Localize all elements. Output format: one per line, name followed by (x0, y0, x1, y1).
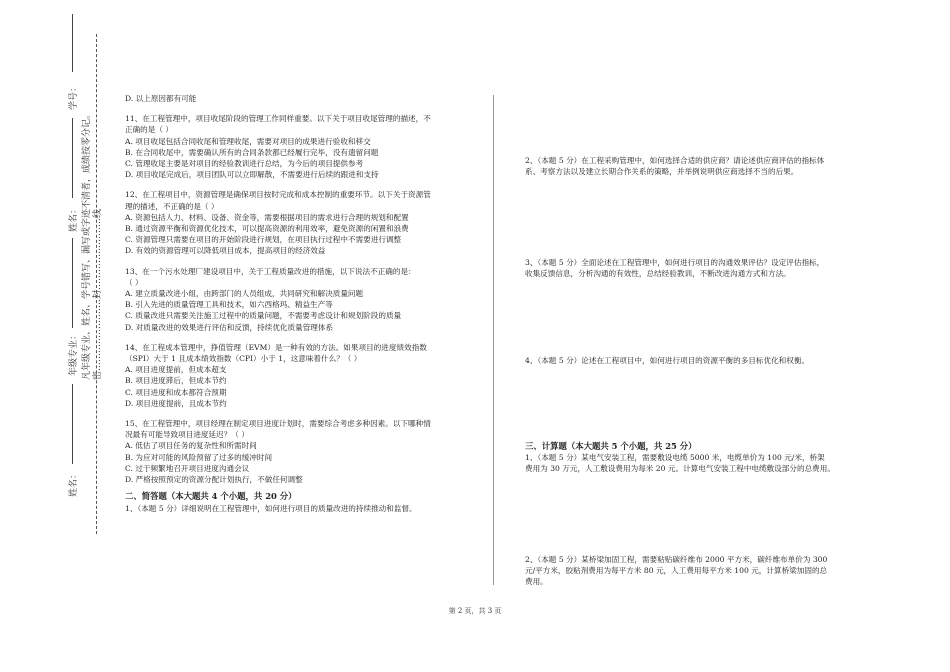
question-14 (125, 342, 485, 409)
q13-option-c: C. 质量改进只需要关注施工过程中的质量问题，不需要考虑设计和规划阶段的质量 (125, 311, 402, 321)
q12-option-a: A. 资源包括人力、材料、设备、资金等，需要根据项目的需求进行合理的规划和配置 (125, 212, 409, 222)
q13-option-b: B. 引入先进的质量管理工具和技术，如六西格玛、精益生产等 (125, 300, 333, 310)
question-12 (125, 189, 485, 256)
left-column (125, 93, 485, 514)
right-column (525, 0, 895, 600)
q14-stem-2: （SPI）大于 1 且成本绩效指数（CPI）小于 1，这意味着什么？（ ） (125, 354, 362, 364)
question-15 (125, 418, 485, 485)
q15-stem: 15、在工程管理中，项目经理在制定项目进度计划时，需要综合考虑多种因素。以下哪种情 (125, 419, 431, 429)
q12-stem: 12、在工程项目中，资源管理是确保项目按时完成和成本控制的重要环节。以下关于资源管 (125, 190, 431, 200)
seal-line-label: 密……………………封……………………线 (93, 208, 103, 380)
q14-option-a: A. 项目进度提前，但成本超支 (125, 365, 227, 375)
q13-option-d: D. 对质量改进的效果进行评估和反馈，持续优化质量管理体系 (125, 322, 334, 332)
column-divider (493, 95, 494, 585)
s3-q2-line-1: 2、（本题 5 分）某桥梁加固工程，需要粘贴碳纤维布 2000 平方米，碳纤维布单价为 300 (525, 555, 828, 564)
s2-q3-line-1: 3、（本题 5 分）全面论述在工程管理中，如何进行项目的沟通效果评估？设定评估指标， (525, 258, 825, 267)
s2-q4-line-1: 4、（本题 5 分）论述在工程项目中，如何进行项目的资源平衡的多目标优化和权衡。 (525, 356, 810, 365)
s3-question-2 (525, 554, 827, 588)
q15-option-b: B. 为应对可能的风险预留了过多的缓冲时间 (125, 452, 273, 462)
s2-q2-line-1: 2、（本题 5 分）在工程采购管理中，如何选择合适的供应商？请论述供应商评估的指标体 (525, 156, 825, 165)
q11-stem-2: 正确的是（ ） (125, 125, 173, 135)
q14-option-d: D. 项目进度提前，且成本节约 (125, 398, 227, 408)
q11-option-a: A. 项目收尾包括合同收尾和管理收尾，需要对项目的成果进行验收和移交 (125, 136, 371, 146)
q10-option-d: D. 以上原因都有可能 (125, 94, 197, 103)
s3-q2-line-2: 元/平方米，胶粘剂费用为每平方米 80 元，人工费用每平方米 100 元，计算桥梁加固的总 (525, 566, 828, 576)
q12-option-c: C. 资源管理只需要在项目的开始阶段进行规划，在项目执行过程中不需要进行调整 (125, 235, 402, 245)
binding-instruction: 凡年级专业、姓名、学号错写、漏写或字迹不清者，成绩按零分记。 (82, 109, 92, 380)
q14-option-b: B. 项目进度滞后，但成本节约 (125, 376, 227, 386)
q15-option-a: A. 低估了项目任务的复杂性和所需时间 (125, 441, 257, 451)
s3-q2-line-3: 费用。 (525, 577, 548, 587)
s2-question-2 (525, 155, 824, 177)
student-id-label: 学号： (69, 82, 79, 110)
s2-question-4 (525, 355, 809, 366)
page-footer: 第 2 页，共 3 页 (448, 607, 502, 615)
county-label: 姓名： (69, 469, 79, 497)
s2-question-3 (525, 257, 824, 279)
q11-stem: 11、在工程管理中，项目收尾阶段的管理工作同样重要。以下关于项目收尾管理的描述，不 (125, 114, 431, 124)
section-3-heading: 三、计算题（本大题共 5 个小题，共 25 分） (525, 441, 697, 451)
q13-stem-2: （ ） (125, 277, 143, 287)
q13-option-a: A. 建立质量改进小组，由跨部门的人员组成，共同研究和解决质量问题 (125, 289, 364, 299)
s2-q3-line-2: 收集反馈信息，分析沟通的有效性，总结经验教训，不断改进沟通方式和方法。 (525, 269, 791, 279)
q11-option-c: C. 管理收尾主要是对项目的经验教训进行总结，为今后的项目提供参考 (125, 159, 364, 169)
q13-stem: 13、在一个污水处理厂建设项目中，关于工程质量改进的措施，以下说法不正确的是： (125, 266, 416, 276)
section-2-heading: 二、简答题（本大题共 4 个小题，共 20 分） (125, 491, 297, 502)
q14-option-c: C. 项目进度和成本都符合预期 (125, 387, 227, 397)
s3-q1-line-1: 1、（本题 5 分）某电气安装工程，需要敷设电缆 5000 米，电缆单价为 100 元/米，桥架 (525, 453, 825, 463)
major-blank (72, 238, 73, 328)
q14-stem: 14、在工程成本管理中，挣值管理（EVM）是一种有效的方法。如果项目的进度绩效指数 (125, 342, 427, 352)
name-label: 姓名： (69, 204, 79, 232)
student-id-blank (72, 14, 73, 72)
county-blank (72, 384, 73, 464)
name-blank (72, 118, 73, 198)
q12-stem-2: 理的描述，不正确的是（ ） (125, 201, 219, 211)
q12-option-b: B. 通过资源平衡和资源优化技术，可以提高资源的利用效率，避免资源的闲置和浪费 (125, 224, 409, 234)
question-13 (125, 266, 485, 333)
s2-question-1: 1、（本题 5 分）详细说明在工程管理中，如何进行项目的质量改进的持续推动和监督。 (125, 503, 417, 513)
q15-stem-2: 况最有可能导致项目进度延迟？（ ） (125, 430, 249, 440)
major-label: 年级专业： (69, 330, 79, 376)
s2-q2-line-2: 系、考察方法以及建立长期合作关系的策略，并举例说明供应商选择不当的后果。 (525, 167, 799, 177)
q11-option-b: B. 在合同收尾中，需要确认所有的合同条款都已经履行完毕，没有遗留问题 (125, 147, 379, 157)
q12-option-d: D. 有效的资源管理可以降低项目成本，提高项目的经济效益 (125, 246, 326, 256)
section-3 (525, 441, 835, 475)
q11-option-d: D. 项目收尾完成后，项目团队可以立即解散，不需要进行后续的跟进和支持 (125, 170, 379, 180)
q15-option-d: D. 严格按照预定的资源分配计划执行，不做任何调整 (125, 475, 303, 485)
question-11 (125, 113, 485, 180)
s3-q1-line-2: 费用为 30 万元，人工敷设费用为每米 20 元。计算电气安装工程中电缆敷设部分的总费用。 (525, 464, 835, 474)
seal-dashed-line (96, 34, 97, 534)
q15-option-c: C. 过于频繁地召开项目进度沟通会议 (125, 463, 250, 473)
